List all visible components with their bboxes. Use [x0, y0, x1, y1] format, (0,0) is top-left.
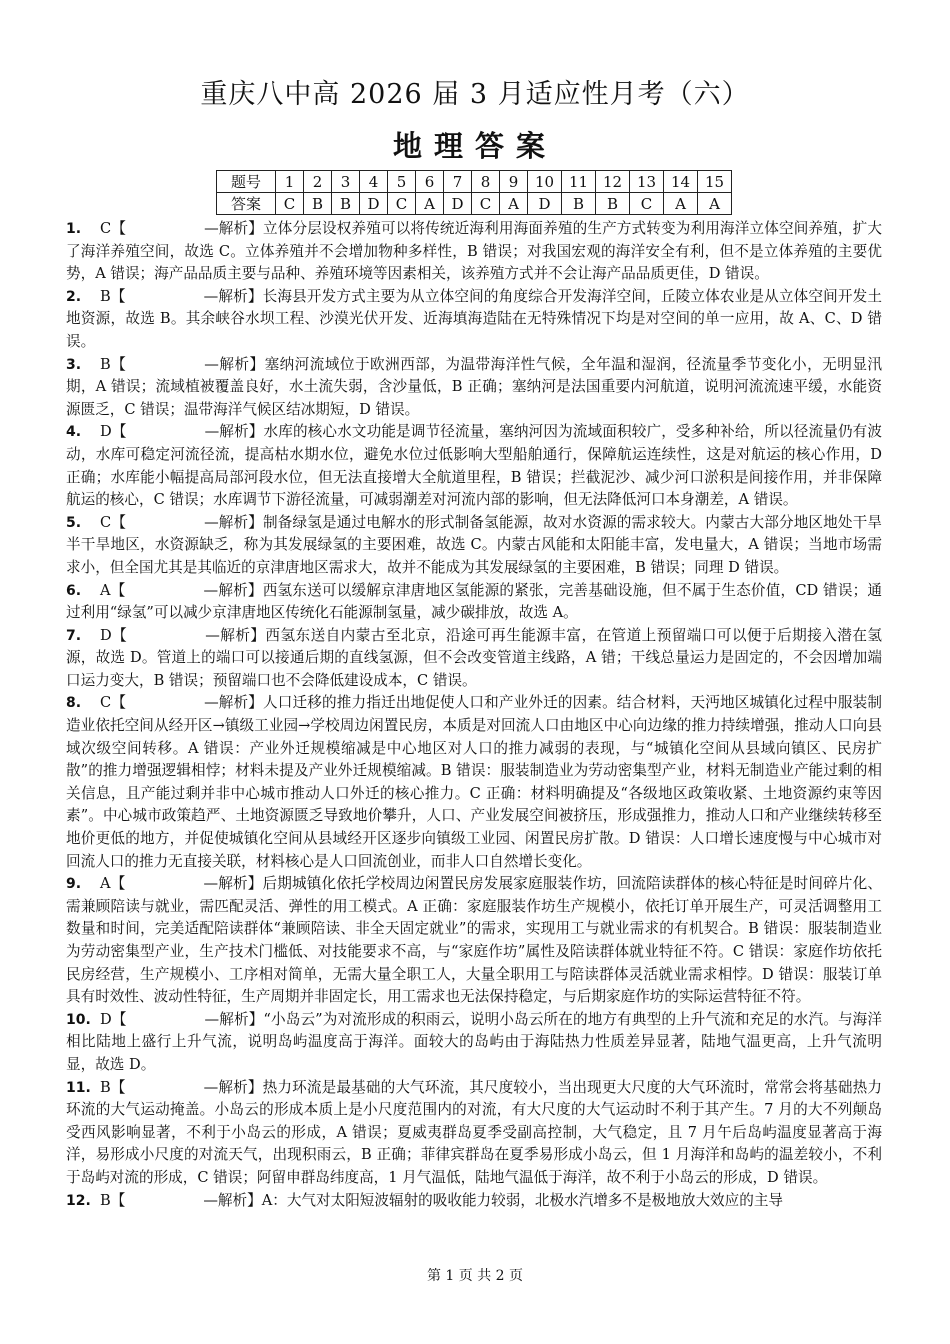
explanation-item [66, 873, 882, 1009]
explanation-item [66, 1009, 882, 1077]
answer-table-number-row [217, 171, 732, 193]
explanation-item [66, 692, 882, 873]
question-number-cell: 3 [332, 171, 360, 193]
item-answer: C【 [100, 513, 127, 531]
answer-cell: A [698, 193, 732, 215]
item-answer: D【 [100, 423, 127, 441]
question-number-cell: 10 [528, 171, 562, 193]
item-text: —解析】A：大气对太阳短波辐射的吸收能力较弱，北极水汽增多不是极地放大效应的主导 [203, 1191, 784, 1209]
question-number-cell: 14 [664, 171, 698, 193]
question-number-cell: 9 [500, 171, 528, 193]
item-body [66, 1077, 882, 1190]
item-text: —解析】西氢东送可以缓解京津唐地区氢能源的紧张，完善基础设施，但不属于生态价值，CD 错误；通过利用“绿氢”可以减少京津唐地区传统化石能源制氢量，减少碳排放，故选 A。 [66, 581, 882, 622]
item-text: —解析】热力环流是最基础的大气环流，其尺度较小，当出现更大尺度的大气环流时，常常会将基础热力环流的大气运动掩盖。小岛云的形成本质上是小尺度范围内的对流，有大尺度的大气运动时不利于其产生。7 月的大不列颠岛受西风影响显著，不利于小岛云的形成，A 错误；夏威夷群岛夏季受副高控制，大气稳定，且 7 月午后岛屿温度显著高于海洋，易形成小尺度的对流天气，出现积雨云，B 正确；菲律宾群岛在夏季易形成小岛云，但 1 月海洋和岛屿的温差较小，不利于岛屿对流的形成，C 错误；阿留申群岛纬度高，1 月气温低，陆地气温低于海洋，故不利于小岛云的形成，D 错误。 [66, 1078, 882, 1186]
answer-cell: B [596, 193, 630, 215]
question-number-cell: 1 [276, 171, 304, 193]
answer-cell: A [664, 193, 698, 215]
answer-cell: C [472, 193, 500, 215]
answer-cell: C [276, 193, 304, 215]
row-label-answer: 答案 [217, 193, 276, 215]
answer-cell: C [630, 193, 664, 215]
item-text: —解析】水库的核心水文功能是调节径流量，塞纳河因为流域面积较广，受多种补给，所以径流量仍有波动，水库可稳定河流径流，提高枯水期水位，避免水位过低影响大型船舶通行，保障航运连续性，这是对航运的核心作用，D 正确；水库能小幅提高局部河段水位，但无法直接增大全航道里程，B 错误；拦截泥沙、减少河口淤积是间接作用，并非保障航运的核心，C 错误；水库调节下游径流量，可减弱潮差对河流内部的影响，但无法降低河口本身潮差，A 错误。 [66, 423, 882, 509]
item-body [66, 873, 882, 1009]
explanation-item [66, 625, 882, 693]
item-text: —解析】后期城镇化依托学校周边闲置民房发展家庭服装作坊，回流陪读群体的核心特征是时间碎片化、需兼顾陪读与就业，需匹配灵活、弹性的用工模式。A 正确：家庭服装作坊生产规模小，依托订单开展生产，可灵活调整用工数量和时间，完美适配陪读群体“兼顾陪读、非全天固定就业”的需求，实现用工与就业需求的有机契合。B 错误：服装制造业为劳动密集型产业，生产技术门槛低、对技能要求不高，与“家庭作坊”属性及陪读群体就业特征不符。C 错误：家庭作坊依托民房经营，生产规模小、工序相对简单，无需大量全职工人，大量全职用工与陪读群体灵活就业需求相悖。D 错误：服装订单具有时效性、波动性特征，生产周期并非固定长，用工需求也无法保持稳定，与后期家庭作坊的实际运营特征不符。 [66, 875, 882, 1006]
answer-cell: C [388, 193, 416, 215]
item-number: 2. [66, 288, 82, 305]
item-number: 11. [66, 1079, 91, 1096]
explanation-item [66, 421, 882, 511]
answer-cell: D [444, 193, 472, 215]
item-answer: D【 [100, 1010, 127, 1028]
question-number-cell: 7 [444, 171, 472, 193]
question-number-cell: 11 [562, 171, 596, 193]
item-number: 12. [66, 1192, 91, 1209]
item-body [66, 625, 882, 693]
question-number-cell: 6 [416, 171, 444, 193]
answer-table [216, 170, 732, 215]
item-text: —解析】塞纳河流域位于欧洲西部，为温带海洋性气候，全年温和湿润，径流量季节变化小，无明显汛期，A 错误；流域植被覆盖良好，水土流失弱，含沙量低，B 正确；塞纳河是法国重要内河航道，说明河流流速平缓，水能资源匮乏，C 错误；温带海洋气候区结冰期短，D 错误。 [66, 355, 882, 418]
item-text: —解析】西氢东送自内蒙古至北京，沿途可再生能源丰富，在管道上预留端口可以便于后期接入潜在氢源，故选 D。管道上的端口可以接通后期的直线氢源，但不会改变管道主线路，A 错；干线总量运力是固定的，不会因增加端口运力变大，B 错误；预留端口也不会降低建设成本，C 错误。 [66, 626, 882, 689]
item-number: 8. [66, 695, 82, 712]
question-number-cell: 4 [360, 171, 388, 193]
row-label-question-number: 题号 [217, 171, 276, 193]
item-answer: B【 [100, 1078, 126, 1096]
explanation-item [66, 1190, 882, 1213]
question-number-cell: 2 [304, 171, 332, 193]
answer-cell: A [416, 193, 444, 215]
item-body [66, 354, 882, 422]
explanation-item [66, 218, 882, 286]
item-body [66, 1190, 882, 1213]
explanation-item [66, 286, 882, 354]
item-number: 10. [66, 1011, 91, 1028]
item-answer: B【 [100, 1191, 126, 1209]
question-number-cell: 15 [698, 171, 732, 193]
item-body [66, 1009, 882, 1077]
page-footer: 第 1 页 共 2 页 [426, 1268, 524, 1284]
item-number: 5. [66, 514, 82, 531]
item-text: —解析】“小岛云”为对流形成的积雨云，说明小岛云所在的地方有典型的上升气流和充足的水汽。与海洋相比陆地上盛行上升气流，说明岛屿温度高于海洋。面较大的岛屿由于海陆热力性质差异显著，陆地气温更高，上升气流明显，故选 D。 [66, 1010, 882, 1073]
question-number-cell: 5 [388, 171, 416, 193]
item-text: —解析】制备绿氢是通过电解水的形式制备氢能源，故对水资源的需求较大。内蒙古大部分地区地处干旱半干旱地区，水资源缺乏，称为其发展绿氢的主要困难，故选 C。内蒙古风能和太阳能丰富，发电量大，A 错误；当地市场需求小，但全国尤其是其临近的京津唐地区需求大，故并不能成为其发展绿氢的主要困难，B 错误；同理 D 错误。 [66, 513, 882, 576]
item-body [66, 421, 882, 511]
answer-cell: B [562, 193, 596, 215]
item-answer: A【 [100, 875, 126, 893]
answer-cell: B [304, 193, 332, 215]
item-number: 7. [66, 627, 82, 644]
item-body [66, 580, 882, 625]
item-number: 1. [66, 221, 82, 237]
item-answer: B【 [100, 287, 126, 305]
answer-cell: A [500, 193, 528, 215]
item-number: 3. [66, 356, 82, 373]
item-body [66, 692, 882, 873]
item-answer: C【 [100, 694, 127, 712]
item-answer: B【 [100, 355, 127, 373]
answer-explanations [66, 218, 882, 1212]
item-answer: C【 [100, 220, 127, 237]
explanation-item [66, 512, 882, 580]
item-text: —解析】长海县开发方式主要为从立体空间的角度综合开发海洋空间，丘陵立体农业是从立体空间开发土地资源，故选 B。其余峡谷水坝工程、沙漠光伏开发、近海填海造陆在无特殊情况下均是对空间的单一应用，故 A、C、D 错误。 [66, 287, 882, 350]
item-text: —解析】人口迁移的推力指迁出地促使人口和产业外迁的因素。结合材料，天沔地区城镇化过程中服装制造业依托空间从经开区→镇级工业园→学校周边闲置民房，本质是对回流人口由地区中心向边缘的推力持续增强，推动人口向县域次级空间转移。A 错误：产业外迁规模缩减是中心地区对人口的推力减弱的表现，与“城镇化空间从县域向镇区、民房扩散”的推力增强逻辑相悖；材料未提及产业外迁规模缩减。B 错误：服装制造业为劳动密集型产业，材料无制造业产能过剩的相关信息，且产能过剩并非中心城市推动人口外迁的核心推力。C 正确：材料明确提及“各级地区政策收紧、土地资源约束等因素”。中心城市政策趋严、土地资源匮乏导致地价攀升，人口、产业发展空间被挤压，形成强推力，推动人口和产业继续转移至地价更低的地方，并促使城镇化空间从县域经开区逐步向镇级工业园、闲置民房扩散。D 错误：人口增长速度慢与中心城市对回流人口的推力无直接关联，材料核心是人口回流创业，而非人口自然增长变化。 [66, 694, 882, 870]
explanation-item [66, 580, 882, 625]
answer-table-answer-row [217, 193, 732, 215]
item-number: 6. [66, 582, 82, 599]
item-body [66, 512, 882, 580]
answer-cell: D [360, 193, 388, 215]
explanation-item [66, 354, 882, 422]
question-number-cell: 12 [596, 171, 630, 193]
item-answer: D【 [100, 626, 128, 644]
item-text: —解析】立体分层设权养殖可以将传统近海利用海面养殖的生产方式转变为利用海洋立体空间养殖，扩大了海洋养殖空间，故选 C。立体养殖并不会增加物种多样性，B 错误；对我国宏观的海洋安全有利，但不是立体养殖的主要优势，A 错误；海产品品质主要与品种、养殖环境等因素相关，该养殖方式并不会让海产品品质更佳，D 错误。 [66, 220, 882, 283]
page-subtitle: 地理答案 [392, 129, 557, 163]
item-body [66, 218, 882, 286]
question-number-cell: 8 [472, 171, 500, 193]
item-body [66, 286, 882, 354]
question-number-cell: 13 [630, 171, 664, 193]
answer-cell: D [528, 193, 562, 215]
item-answer: A【 [100, 581, 126, 599]
explanation-item [66, 1077, 882, 1190]
answer-cell: B [332, 193, 360, 215]
item-number: 9. [66, 876, 82, 893]
item-number: 4. [66, 424, 82, 441]
page-title: 重庆八中高 2026 届 3 月适应性月考（六） [200, 79, 750, 110]
